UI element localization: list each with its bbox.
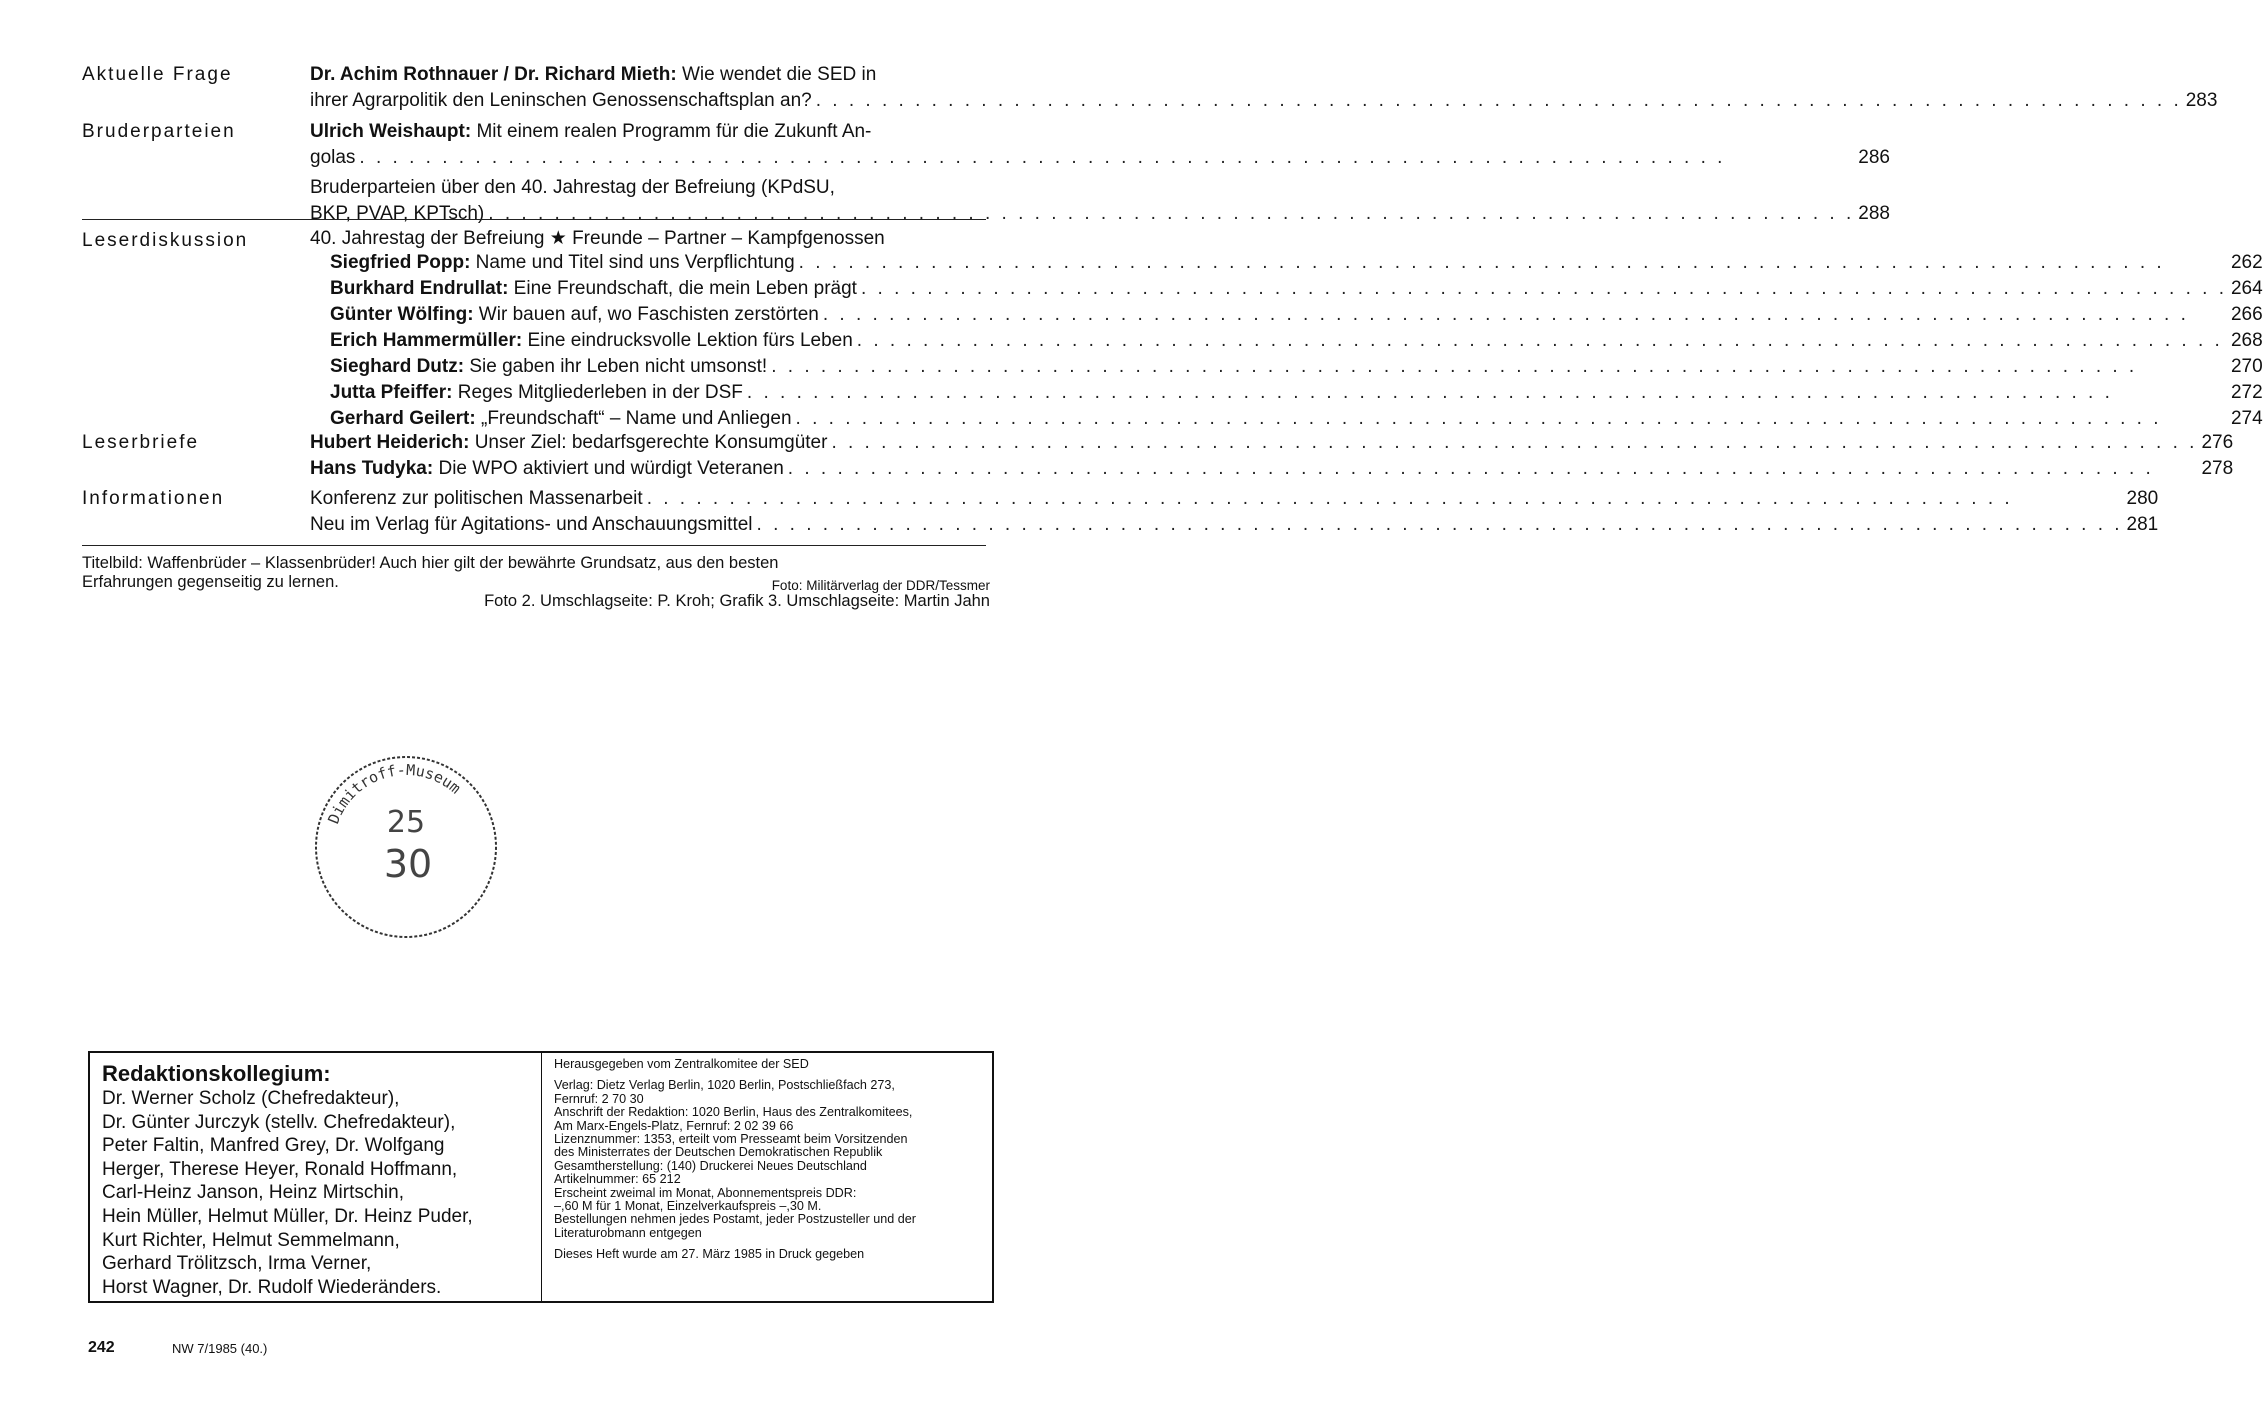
entry-title: Neu im Verlag für Agitations- und Anschauungsmittel bbox=[310, 514, 753, 535]
section-informationen bbox=[82, 486, 2159, 538]
publisher-line: Erscheint zweimal im Monat, Abonnementspreis DDR: bbox=[554, 1185, 857, 1200]
page-number: 274 bbox=[2230, 408, 2263, 429]
section-bruderparteien bbox=[82, 119, 1890, 227]
stamp-number: 30 bbox=[383, 842, 433, 886]
caption-line: Titelbild: Waffenbrüder – Klassenbrüder! Auch hier gilt der bewährte Grundsatz, aus den besten bbox=[82, 554, 779, 572]
photo-credit: Foto: Militärverlag der DDR/Tessmer bbox=[771, 578, 990, 593]
publisher-line: Bestellungen nehmen jedes Postamt, jeder Postzusteller und der bbox=[554, 1212, 916, 1227]
board-line: Gerhard Trölitzsch, Irma Verner, bbox=[102, 1253, 372, 1275]
publisher-line: Gesamtherstellung: (140) Druckerei Neues Deutschland bbox=[554, 1158, 867, 1173]
toc-entry bbox=[310, 430, 2233, 456]
page-number: 288 bbox=[1858, 203, 1890, 224]
page-number: 266 bbox=[2230, 304, 2263, 325]
toc-entry bbox=[310, 512, 2158, 538]
entry-title: Mit einem realen Programm für die Zukunft An- bbox=[471, 121, 872, 142]
entry-title-cont: BKP, PVAP, KPTsch) bbox=[310, 203, 485, 224]
publisher-line: –,60 M für 1 Monat, Einzelverkaufspreis –,30 M. bbox=[554, 1199, 822, 1214]
entry-title: Eine Freundschaft, die mein Leben prägt bbox=[508, 278, 857, 299]
caption-line: Erfahrungen gegenseitig zu lernen. bbox=[82, 573, 339, 591]
board-line: Kurt Richter, Helmut Semmelmann, bbox=[102, 1229, 400, 1251]
board-line: Hein Müller, Helmut Müller, Dr. Heinz Puder, bbox=[102, 1205, 473, 1227]
section-heading: 40. Jahrestag der Befreiung ★ Freunde – Partner – Kampfgenossen bbox=[310, 228, 885, 249]
entry-list bbox=[310, 250, 2263, 432]
page-footer bbox=[88, 1339, 268, 1357]
toc-entry bbox=[330, 406, 2263, 432]
entry-author: Burkhard Endrullat: bbox=[330, 278, 509, 299]
publisher-line: Artikelnummer: 65 212 bbox=[554, 1172, 681, 1187]
entry-title: Unser Ziel: bedarfsgerechte Konsumgüter bbox=[469, 432, 828, 453]
divider bbox=[82, 219, 986, 220]
library-stamp bbox=[310, 752, 502, 942]
page-number: 278 bbox=[2201, 458, 2234, 479]
entry-author: Erich Hammermüller: bbox=[330, 330, 523, 351]
entry-author: Siegfried Popp: bbox=[330, 252, 471, 273]
editorial-board-names bbox=[102, 1087, 541, 1299]
toc-entry bbox=[310, 456, 2233, 482]
issue-label: NW 7/1985 (40.) bbox=[172, 1341, 268, 1356]
page-number: 270 bbox=[2230, 356, 2263, 377]
editorial-board bbox=[90, 1053, 542, 1301]
entry-title: Die WPO aktiviert und würdigt Veteranen bbox=[433, 458, 784, 479]
publisher-line: Herausgegeben vom Zentralkomitee der SED bbox=[554, 1057, 809, 1071]
page-number: 276 bbox=[2201, 432, 2234, 453]
section-label: Informationen bbox=[82, 488, 225, 509]
toc-entry bbox=[330, 380, 2263, 406]
section-aktuelle-frage bbox=[82, 62, 2218, 114]
toc-entry bbox=[330, 276, 2263, 302]
section-label: Aktuelle Frage bbox=[82, 64, 233, 85]
entry-author: Hans Tudyka: bbox=[310, 458, 434, 479]
board-line: Dr. Günter Jurczyk (stellv. Chefredakteur), bbox=[102, 1111, 456, 1133]
publisher-line: Verlag: Dietz Verlag Berlin, 1020 Berlin, Postschließfach 273, bbox=[554, 1078, 895, 1093]
section-label: Leserdiskussion bbox=[82, 230, 249, 251]
publisher-info bbox=[542, 1053, 992, 1301]
toc-entry bbox=[310, 62, 2217, 114]
divider bbox=[82, 545, 986, 546]
entry-title-cont: golas bbox=[310, 147, 356, 168]
toc-entry bbox=[310, 119, 1890, 171]
toc-entry bbox=[330, 250, 2263, 276]
stamp-number: 25 bbox=[386, 805, 426, 840]
entry-title: Sie gaben ihr Leben nicht umsonst! bbox=[464, 356, 768, 377]
page-number: 283 bbox=[2185, 90, 2218, 111]
entry-author: Ulrich Weishaupt: bbox=[310, 121, 472, 142]
publisher-line: des Ministerrates der Deutschen Demokratischen Republik bbox=[554, 1145, 883, 1160]
editorial-board-title: Redaktionskollegium: bbox=[102, 1061, 331, 1086]
entry-author: Jutta Pfeiffer: bbox=[330, 382, 453, 403]
publisher-line: Anschrift der Redaktion: 1020 Berlin, Haus des Zentralkomitees, bbox=[554, 1105, 913, 1120]
stamp-ring-text: Dimitroff-Museum bbox=[324, 760, 465, 827]
publisher-line: Literaturobmann entgegen bbox=[554, 1225, 702, 1240]
entry-author: Gerhard Geilert: bbox=[330, 408, 476, 429]
entry-author: Sieghard Dutz: bbox=[330, 356, 465, 377]
photo-credit: Foto 2. Umschlagseite: P. Kroh; Grafik 3. Umschlagseite: Martin Jahn bbox=[484, 592, 990, 610]
publisher-line: Lizenznummer: 1353, erteilt vom Presseamt beim Vorsitzenden bbox=[554, 1132, 908, 1147]
page-number: 262 bbox=[2230, 252, 2263, 273]
toc-entry bbox=[330, 302, 2263, 328]
impressum-box bbox=[88, 1051, 994, 1303]
page-number: 272 bbox=[2230, 382, 2263, 403]
publisher-details bbox=[554, 1079, 992, 1240]
board-line: Peter Faltin, Manfred Grey, Dr. Wolfgang bbox=[102, 1135, 445, 1157]
entry-title: Eine eindrucksvolle Lektion fürs Leben bbox=[522, 330, 853, 351]
board-line: Dr. Werner Scholz (Chefredakteur), bbox=[102, 1088, 400, 1109]
entry-title: Wie wendet die SED in bbox=[676, 64, 877, 85]
board-line: Carl-Heinz Janson, Heinz Mirtschin, bbox=[102, 1182, 404, 1204]
page-number: 264 bbox=[2230, 278, 2263, 299]
toc-entry bbox=[330, 328, 2263, 354]
entry-title: Reges Mitgliederleben in der DSF bbox=[452, 382, 743, 403]
entry-author: Hubert Heiderich: bbox=[310, 432, 470, 453]
entry-title: Name und Titel sind uns Verpflichtung bbox=[470, 252, 795, 273]
publisher-line: Am Marx-Engels-Platz, Fernruf: 2 02 39 66 bbox=[554, 1118, 794, 1133]
entry-author: Dr. Achim Rothnauer / Dr. Richard Mieth: bbox=[310, 64, 677, 85]
section-leserdiskussion bbox=[82, 228, 2263, 432]
board-line: Horst Wagner, Dr. Rudolf Wiederänders. bbox=[102, 1276, 442, 1298]
page-number-footer: 242 bbox=[88, 1339, 115, 1356]
toc-entry bbox=[310, 486, 2158, 512]
section-label: Bruderparteien bbox=[82, 121, 236, 142]
section-leserbriefe bbox=[82, 430, 2234, 482]
toc-entry bbox=[330, 354, 2263, 380]
entry-title: „Freundschaft“ – Name und Anliegen bbox=[475, 408, 792, 429]
entry-title-cont: ihrer Agrarpolitik den Leninschen Genossenschaftsplan an? bbox=[310, 90, 812, 111]
publisher-line: Fernruf: 2 70 30 bbox=[554, 1091, 644, 1106]
entry-title: Wir bauen auf, wo Faschisten zerstörten bbox=[473, 304, 819, 325]
page-number: 268 bbox=[2230, 330, 2263, 351]
entry-title: Bruderparteien über den 40. Jahrestag der Befreiung (KPdSU, bbox=[310, 177, 835, 198]
entry-title: Konferenz zur politischen Massenarbeit bbox=[310, 488, 643, 509]
cover-caption bbox=[82, 554, 990, 610]
page-number: 281 bbox=[2126, 514, 2159, 535]
entry-author: Günter Wölfing: bbox=[330, 304, 474, 325]
board-line: Herger, Therese Heyer, Ronald Hoffmann, bbox=[102, 1158, 458, 1180]
page-number: 280 bbox=[2126, 488, 2159, 509]
print-date: Dieses Heft wurde am 27. März 1985 in Druck gegeben bbox=[554, 1247, 865, 1262]
section-label: Leserbriefe bbox=[82, 432, 200, 453]
page-number: 286 bbox=[1858, 147, 1890, 168]
